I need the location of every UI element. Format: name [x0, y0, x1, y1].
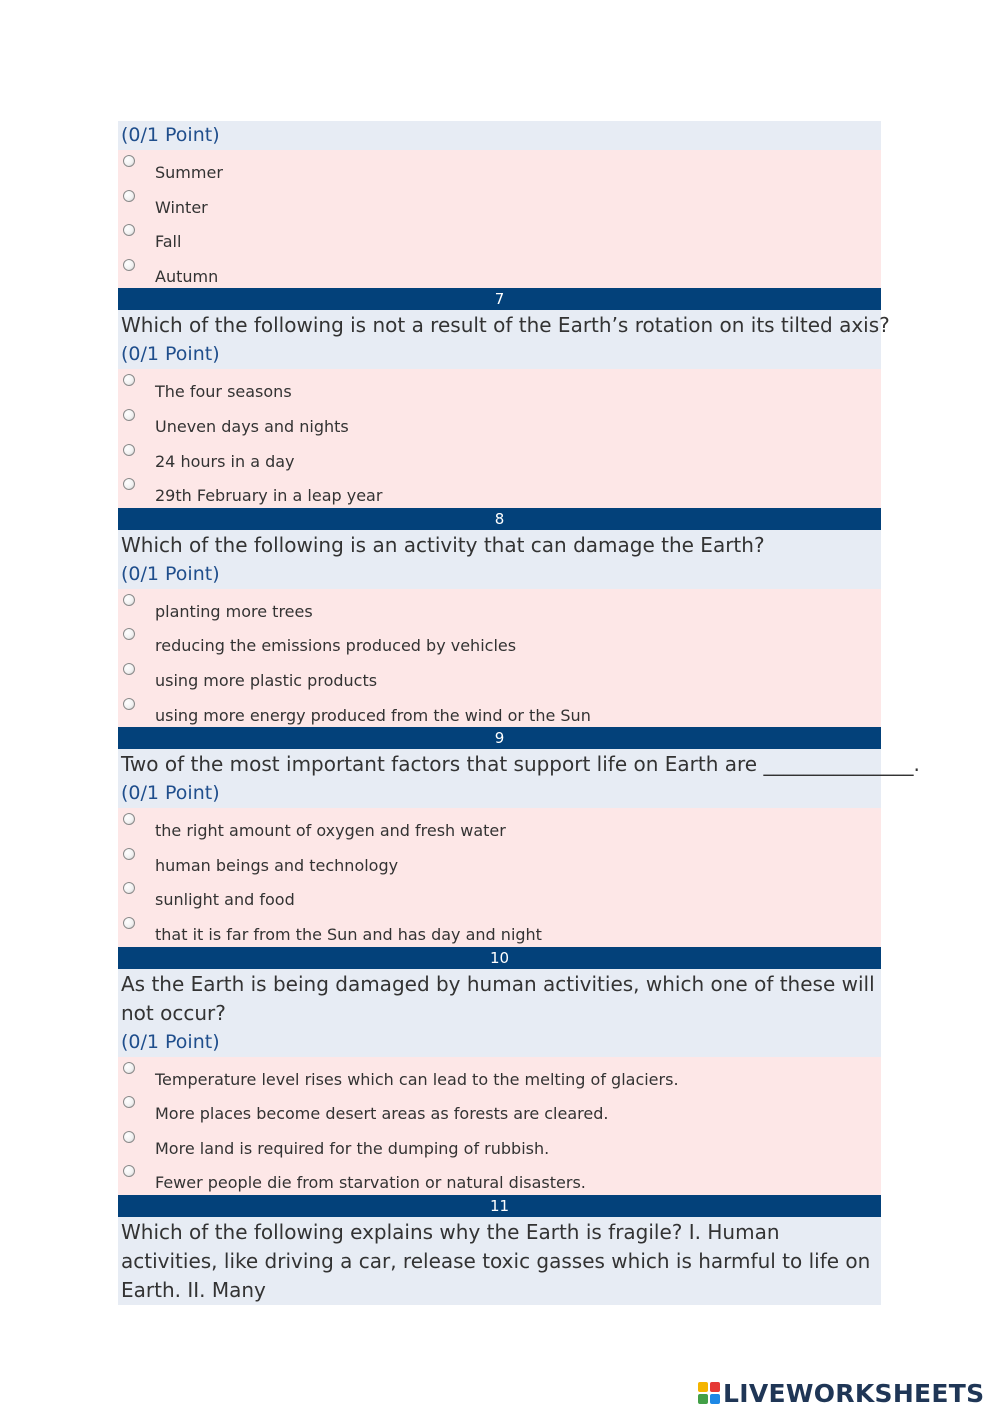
radio-button[interactable] [123, 848, 135, 860]
option-label: Winter [155, 197, 208, 217]
option-label: human beings and technology [155, 855, 399, 875]
option[interactable] [118, 1057, 881, 1092]
radio-button[interactable] [123, 594, 135, 606]
option[interactable] [118, 843, 881, 878]
option[interactable] [118, 808, 881, 843]
option[interactable] [118, 1160, 881, 1195]
logo-square [698, 1382, 708, 1392]
points-label: (0/1 Point) [118, 779, 881, 808]
question-text: As the Earth is being damaged by human activities, which one of these will not occur? [118, 969, 881, 1028]
points-label: (0/1 Point) [118, 340, 881, 369]
option[interactable] [118, 912, 881, 947]
option[interactable] [118, 693, 881, 728]
option[interactable] [118, 658, 881, 693]
brand-name: LIVEWORKSHEETS [723, 1378, 985, 1408]
radio-button[interactable] [123, 374, 135, 386]
question-number-bar: 9 [118, 727, 881, 749]
option[interactable] [118, 185, 881, 220]
question-number-bar: 10 [118, 947, 881, 969]
option-label: More places become desert areas as forests are cleared. [155, 1104, 609, 1124]
option-label: 29th February in a leap year [155, 486, 383, 506]
option-label: planting more trees [155, 601, 313, 621]
options-list [118, 150, 881, 288]
logo-square [710, 1382, 720, 1392]
option-label: 24 hours in a day [155, 451, 295, 471]
question-text: Two of the most important factors that support life on Earth are _______________. [118, 749, 881, 779]
option-label: More land is required for the dumping of rubbish. [155, 1138, 550, 1158]
radio-button[interactable] [123, 155, 135, 167]
option-label: the right amount of oxygen and fresh water [155, 821, 506, 841]
radio-button[interactable] [123, 259, 135, 271]
option-label: Fall [155, 232, 182, 252]
option[interactable] [118, 150, 881, 185]
option[interactable] [118, 369, 881, 404]
radio-button[interactable] [123, 1165, 135, 1177]
quiz-container [118, 121, 920, 1305]
logo-square [698, 1394, 708, 1404]
options-list [118, 369, 881, 507]
option-label: sunlight and food [155, 890, 295, 910]
option-label: Autumn [155, 266, 219, 286]
radio-button[interactable] [123, 882, 135, 894]
question-text: Which of the following explains why the Earth is fragile? I. Human activities, like driving a car, release toxic gasses which is harmful to life on Earth. II. Many [118, 1217, 881, 1305]
points-label: (0/1 Point) [118, 1028, 881, 1057]
radio-button[interactable] [123, 444, 135, 456]
points-label: (0/1 Point) [118, 121, 881, 150]
logo-square [710, 1394, 720, 1404]
options-list [118, 589, 881, 727]
question-text: Which of the following is an activity that can damage the Earth? [118, 530, 881, 560]
option[interactable] [118, 404, 881, 439]
radio-button[interactable] [123, 478, 135, 490]
radio-button[interactable] [123, 1131, 135, 1143]
question-number-bar: 7 [118, 288, 881, 310]
option-label: using more energy produced from the wind or the Sun [155, 705, 591, 725]
option[interactable] [118, 877, 881, 912]
option-label: Fewer people die from starvation or natural disasters. [155, 1173, 586, 1193]
liveworksheets-logo-icon [698, 1382, 720, 1404]
points-label: (0/1 Point) [118, 560, 881, 589]
option-label: Summer [155, 163, 223, 182]
option-label: using more plastic products [155, 670, 378, 690]
option[interactable] [118, 589, 881, 624]
option-label: that it is far from the Sun and has day and night [155, 924, 542, 944]
question-number-bar: 8 [118, 508, 881, 530]
question-number-bar: 11 [118, 1195, 881, 1217]
liveworksheets-brand [698, 1377, 984, 1409]
radio-button[interactable] [123, 628, 135, 640]
radio-button[interactable] [123, 917, 135, 929]
radio-button[interactable] [123, 224, 135, 236]
radio-button[interactable] [123, 1062, 135, 1074]
option-label: The four seasons [155, 382, 292, 402]
radio-button[interactable] [123, 698, 135, 710]
option[interactable] [118, 1126, 881, 1161]
option[interactable] [118, 623, 881, 658]
option-label: Temperature level rises which can lead to the melting of glaciers. [155, 1069, 679, 1089]
option[interactable] [118, 219, 881, 254]
option[interactable] [118, 473, 881, 508]
options-list [118, 808, 881, 946]
option[interactable] [118, 254, 881, 289]
radio-button[interactable] [123, 190, 135, 202]
radio-button[interactable] [123, 663, 135, 675]
radio-button[interactable] [123, 1096, 135, 1108]
option-label: Uneven days and nights [155, 416, 349, 436]
option-label: reducing the emissions produced by vehicles [155, 636, 517, 656]
radio-button[interactable] [123, 813, 135, 825]
radio-button[interactable] [123, 409, 135, 421]
question-text: Which of the following is not a result of the Earth’s rotation on its tilted axis? [118, 310, 881, 340]
option[interactable] [118, 1091, 881, 1126]
option[interactable] [118, 439, 881, 474]
options-list [118, 1057, 881, 1195]
